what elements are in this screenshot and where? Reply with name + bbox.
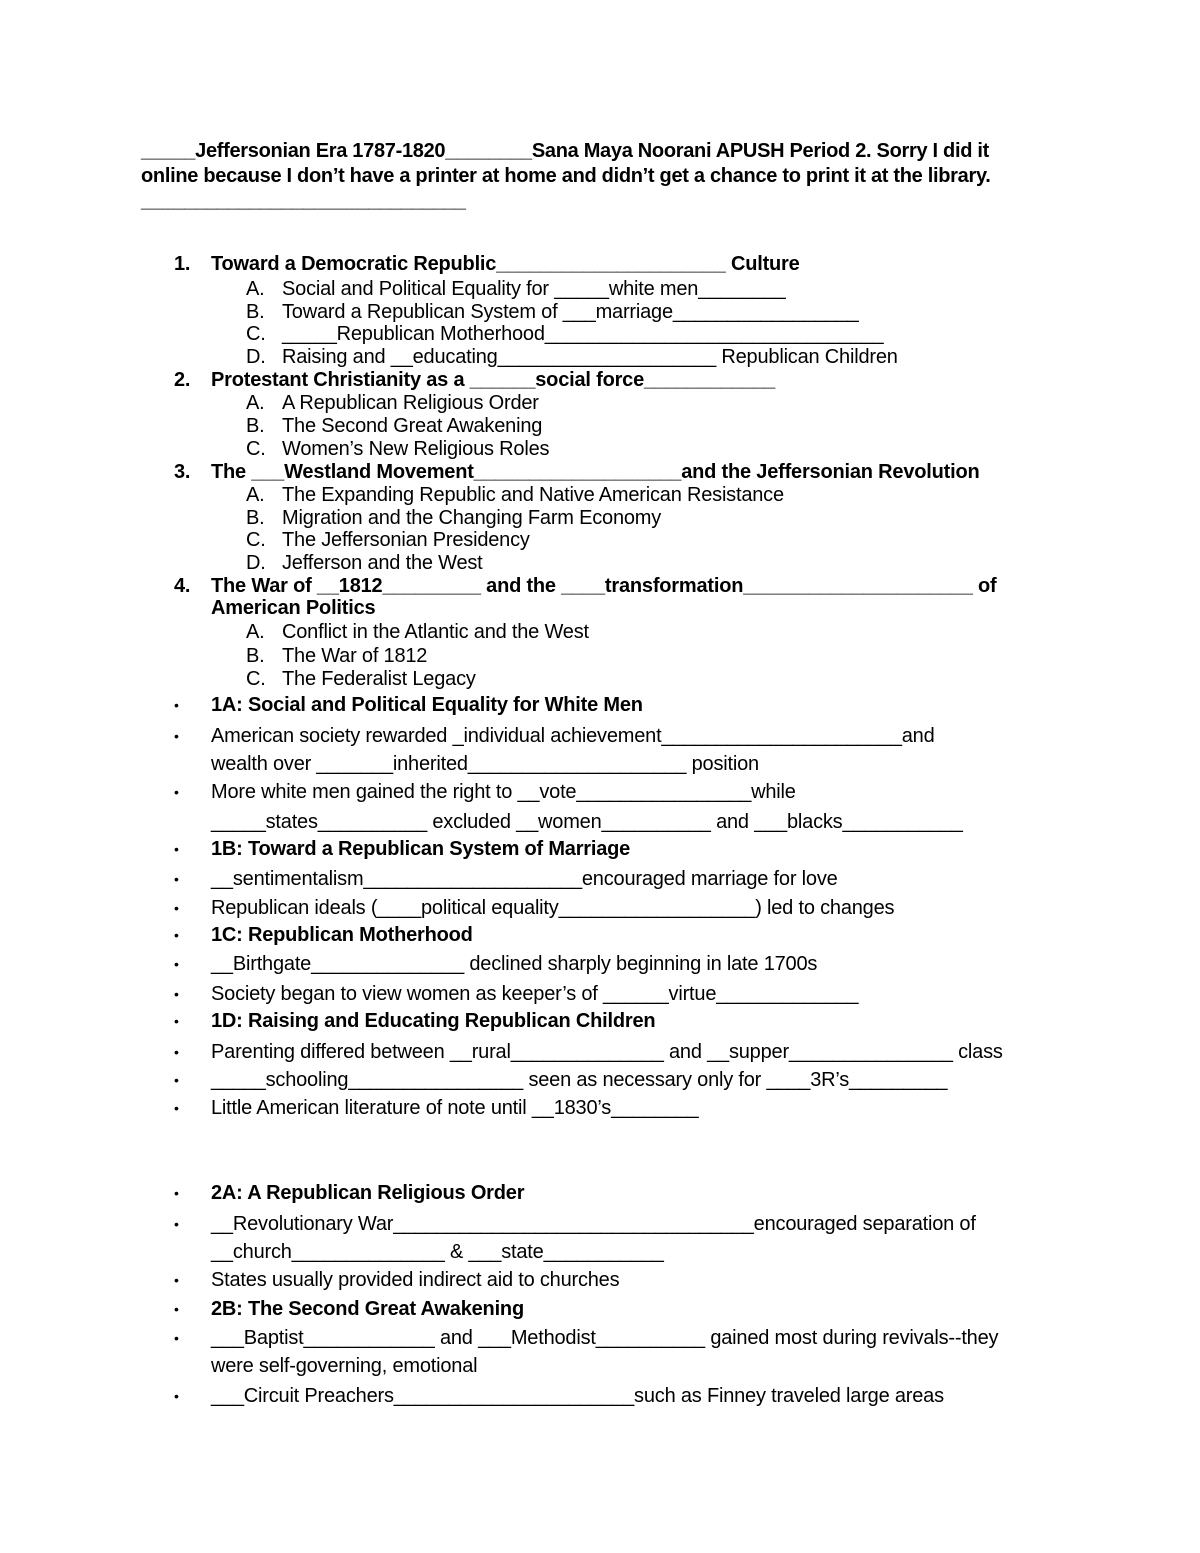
outline-heading: The ___Westland Movement___________________and the Jeffersonian Revolution — [211, 461, 980, 483]
outline-heading-continued: American Politics — [211, 597, 376, 619]
bullet-icon: • — [174, 841, 179, 857]
bullet-icon: • — [174, 1272, 179, 1288]
bullet-icon: • — [174, 1301, 179, 1317]
document-page: _____Jeffersonian Era 1787-1820________Sana Maya Noorani APUSH Period 2. Sorry I did it online because I don’t have a printer at home and didn’t get a chance to print it at the library. ______________________________ 1. Toward a Democratic Republic_____________________ Culture A. Social and Political Equality for _____white men________ B. Toward a Republican System of ___marriage_________________ C. _____Republican Motherhood_______________________________ D. Raising and __educating____________________ Republican Children 2. Protestant Christianity as a ______social force____________ A. A Republican Religious Order B. The Second Great Awakening C. Women’s New Religious Roles 3. The ___Westland Movement___________________and the Jeffersonian Revolution A. The Expanding Republic and Native American Resistance B. Migration and the Changing Farm Economy C. The Jeffersonian Presidency D. Jefferson and the West 4. The War of __1812_________ and the ____transformation_____________________ of American Politics A. Conflict in the Atlantic and the West B. The War of 1812 C. The Federalist Legacy • 1A: Social and Political Equality for White Men • American society rewarded _individual achievement______________________and wealth over _______inherited____________________ position • More white men gained the right to __vote________________while _____states__________ excluded __women__________ and ___blacks___________ • 1B: Toward a Republican System of Marriage • __sentimentalism____________________encouraged marriage for love • Republican ideals (____political equality__________________) led to changes • 1C: Republican Motherhood • __Birthgate______________ declined sharply beginning in late 1700s • Society began to view women as keeper’s of ______virtue_____________ • 1D: Raising and Educating Republican Children • Parenting differed between __rural______________ and __supper_______________ class • _____schooling________________ seen as necessary only for ____3R’s_________ • Little American literature of note until __1830’s________ • 2A: A Republican Religious Order • __Revolutionary War_________________________________encouraged separation of __church______________ & ___state___________ • States usually provided indirect aid to churches • 2B: The Second Great Awakening • ___Baptist____________ and ___Methodist__________ gained most during revivals--they were self-governing, emotional • ___Circuit Preachers______________________such as Finney traveled large areas — [0, 0, 1200, 1553]
bullet-icon: • — [174, 1185, 179, 1201]
bullet-icon: • — [174, 1388, 179, 1404]
bullet-icon: • — [174, 784, 179, 800]
outline-heading: Toward a Democratic Republic_____________________ Culture — [211, 253, 800, 275]
title-line-2: online because I don’t have a printer at home and didn’t get a chance to print it at the library. — [141, 165, 991, 187]
outline-heading: The War of __1812_________ and the ____transformation_____________________ of — [211, 575, 997, 597]
bullet-icon: • — [174, 927, 179, 943]
outline-number: 4. — [174, 575, 191, 597]
bullet-icon: • — [174, 871, 179, 887]
outline-number: 2. — [174, 369, 191, 391]
bullet-icon: • — [174, 956, 179, 972]
title-line-1: _____Jeffersonian Era 1787-1820________Sana Maya Noorani APUSH Period 2. Sorry I did it — [141, 140, 990, 162]
bullet-icon: • — [174, 900, 179, 916]
bullet-icon: • — [174, 1072, 179, 1088]
bullet-icon: • — [174, 1330, 179, 1346]
bullet-icon: • — [174, 1216, 179, 1232]
bullet-icon: • — [174, 1013, 179, 1029]
bullet-icon: • — [174, 728, 179, 744]
outline-number: 3. — [174, 461, 191, 483]
outline-heading: Protestant Christianity as a ______social force____________ — [211, 369, 776, 391]
document-title — [141, 139, 1061, 214]
title-line-3: ______________________________ — [141, 190, 466, 212]
bullet-icon: • — [174, 1100, 179, 1116]
bullet-icon: • — [174, 697, 179, 713]
bullet-icon: • — [174, 986, 179, 1002]
bullet-icon: • — [174, 1044, 179, 1060]
outline-number: 1. — [174, 253, 191, 275]
